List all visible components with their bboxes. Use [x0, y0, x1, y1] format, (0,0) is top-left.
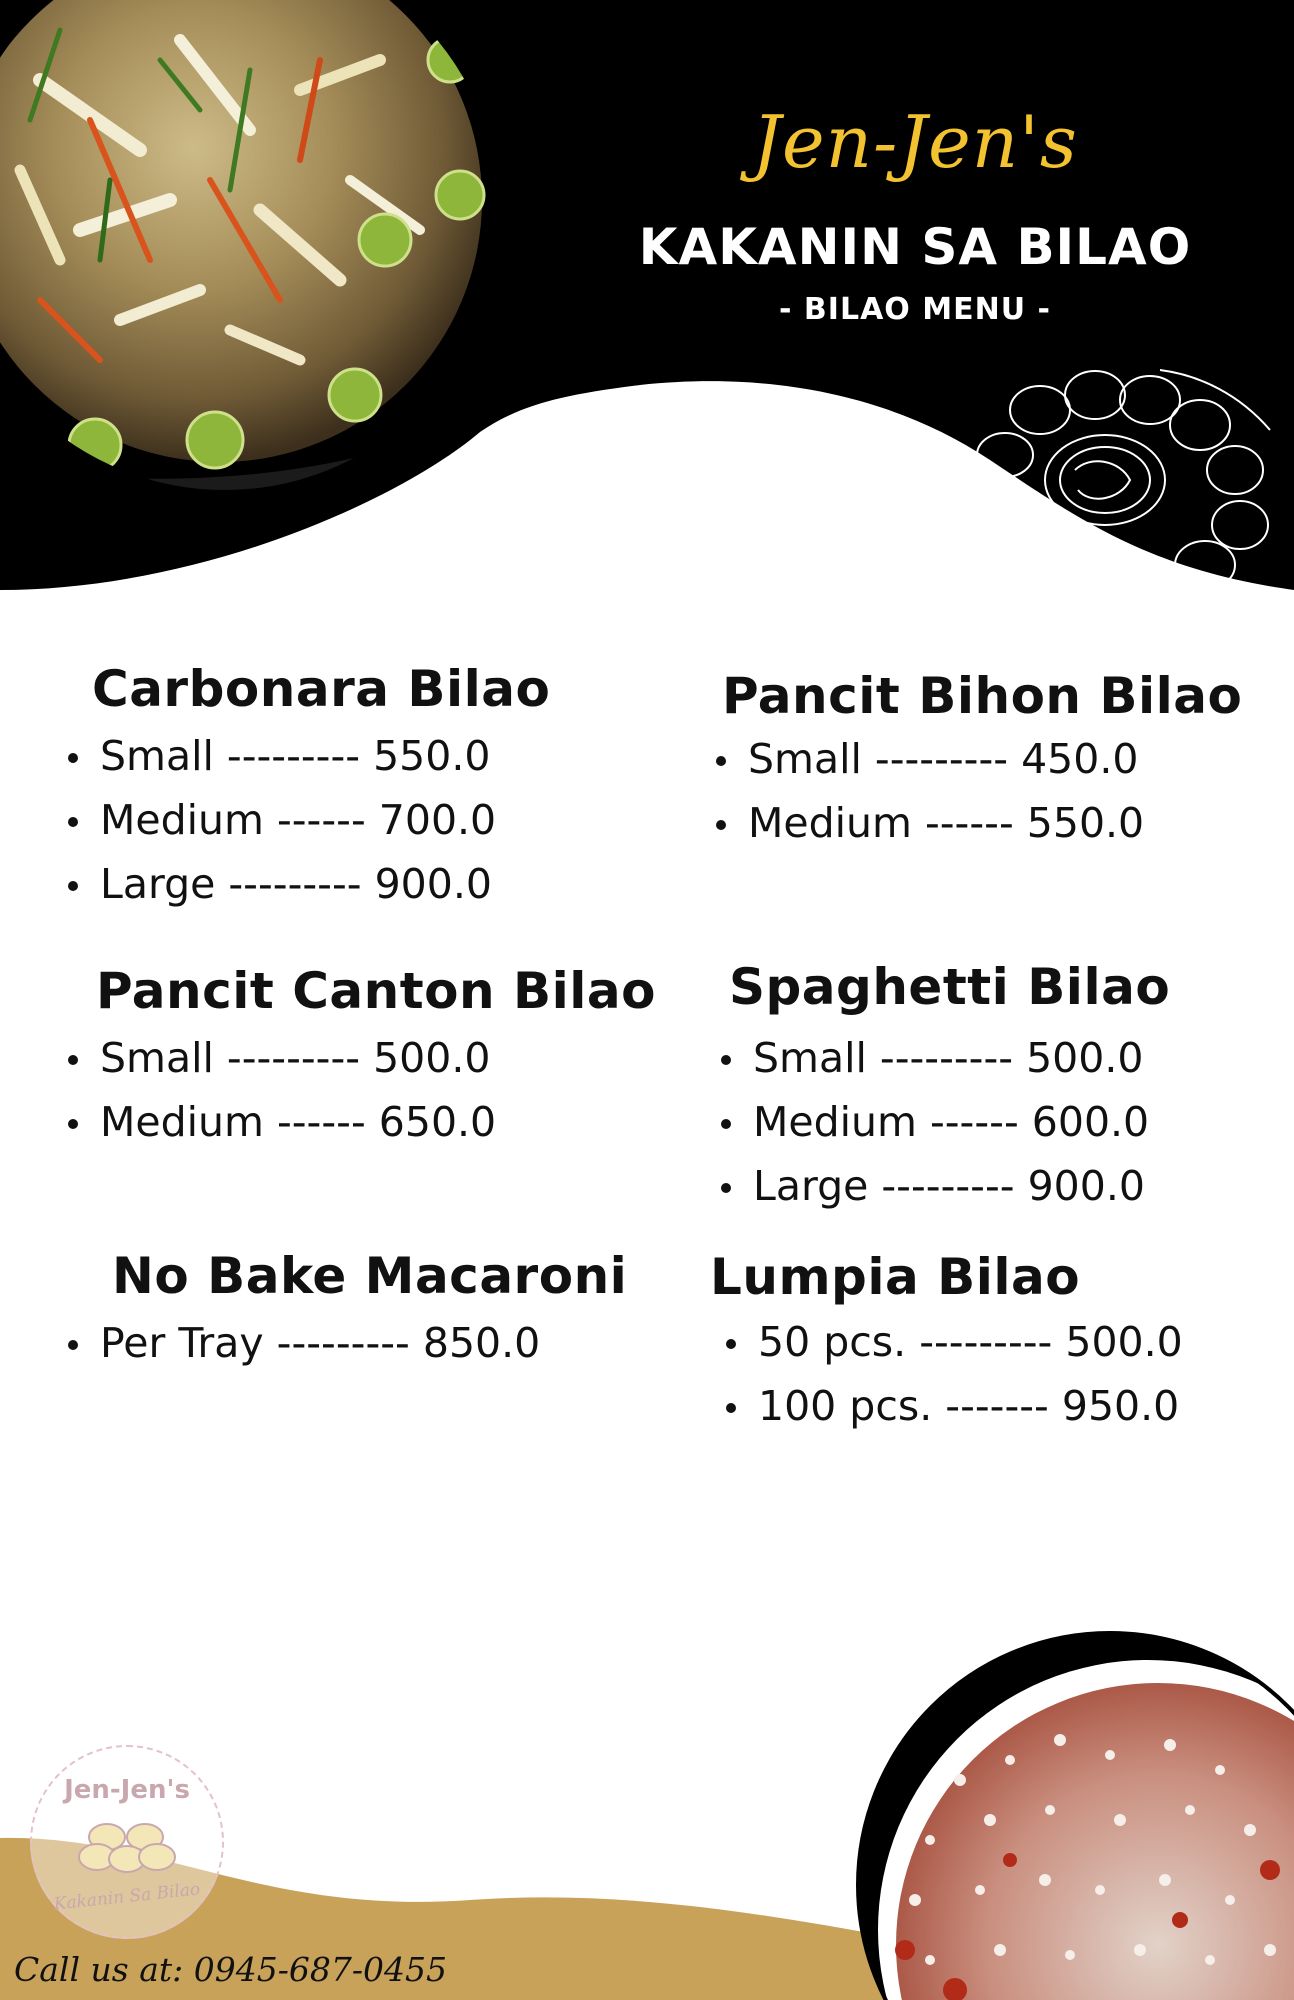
price-list — [62, 724, 550, 916]
menu-section-pancit-bihon — [710, 667, 1242, 855]
logo-brand-text: Jen-Jen's — [64, 1775, 190, 1805]
price-list — [62, 1026, 656, 1154]
price-list — [62, 1311, 627, 1375]
menu-section-carbonara — [62, 660, 550, 916]
price-list — [710, 1310, 1183, 1438]
price-item: Small --------- 500.0 — [62, 1026, 656, 1090]
menu-section-spaghetti — [715, 958, 1170, 1218]
price-item: Large --------- 900.0 — [62, 852, 550, 916]
menu-title: KAKANIN SA BILAO — [638, 218, 1192, 276]
price-item: Per Tray --------- 850.0 — [62, 1311, 627, 1375]
price-item: Small --------- 450.0 — [710, 727, 1242, 791]
price-item: Medium ------ 700.0 — [62, 788, 550, 852]
price-item: Medium ------ 600.0 — [715, 1090, 1170, 1154]
section-title: Pancit Bihon Bilao — [722, 667, 1243, 725]
brand-name: Jen-Jen's — [752, 100, 1078, 184]
brand-logo — [30, 1745, 224, 1939]
price-list — [710, 727, 1242, 855]
price-item: Medium ------ 650.0 — [62, 1090, 656, 1154]
kakanin-logo-icon — [77, 1815, 177, 1875]
price-item: Small --------- 550.0 — [62, 724, 550, 788]
menu-subtitle: - BILAO MENU - — [779, 292, 1051, 327]
logo-tagline: Kakanin Sa Bilao — [52, 1879, 202, 1915]
section-title: Spaghetti Bilao — [729, 958, 1171, 1016]
price-item: Medium ------ 550.0 — [710, 791, 1242, 855]
price-item: Small --------- 500.0 — [715, 1026, 1170, 1090]
price-list — [715, 1026, 1170, 1218]
menu-section-lumpia — [710, 1248, 1183, 1438]
price-item: 100 pcs. ------- 950.0 — [720, 1374, 1183, 1438]
price-item: Large --------- 900.0 — [715, 1154, 1170, 1218]
menu-section-pancit-canton — [62, 962, 656, 1154]
section-title: Lumpia Bilao — [710, 1248, 1081, 1306]
spaghetti-photo — [858, 1633, 1294, 2000]
section-title: No Bake Macaroni — [112, 1247, 628, 1305]
section-title: Carbonara Bilao — [92, 660, 551, 718]
section-title: Pancit Canton Bilao — [96, 962, 656, 1020]
price-item: 50 pcs. --------- 500.0 — [720, 1310, 1183, 1374]
menu-section-no-bake-macaroni — [62, 1247, 627, 1375]
contact-phone[interactable]: Call us at: 0945-687-0455 — [14, 1950, 447, 1989]
